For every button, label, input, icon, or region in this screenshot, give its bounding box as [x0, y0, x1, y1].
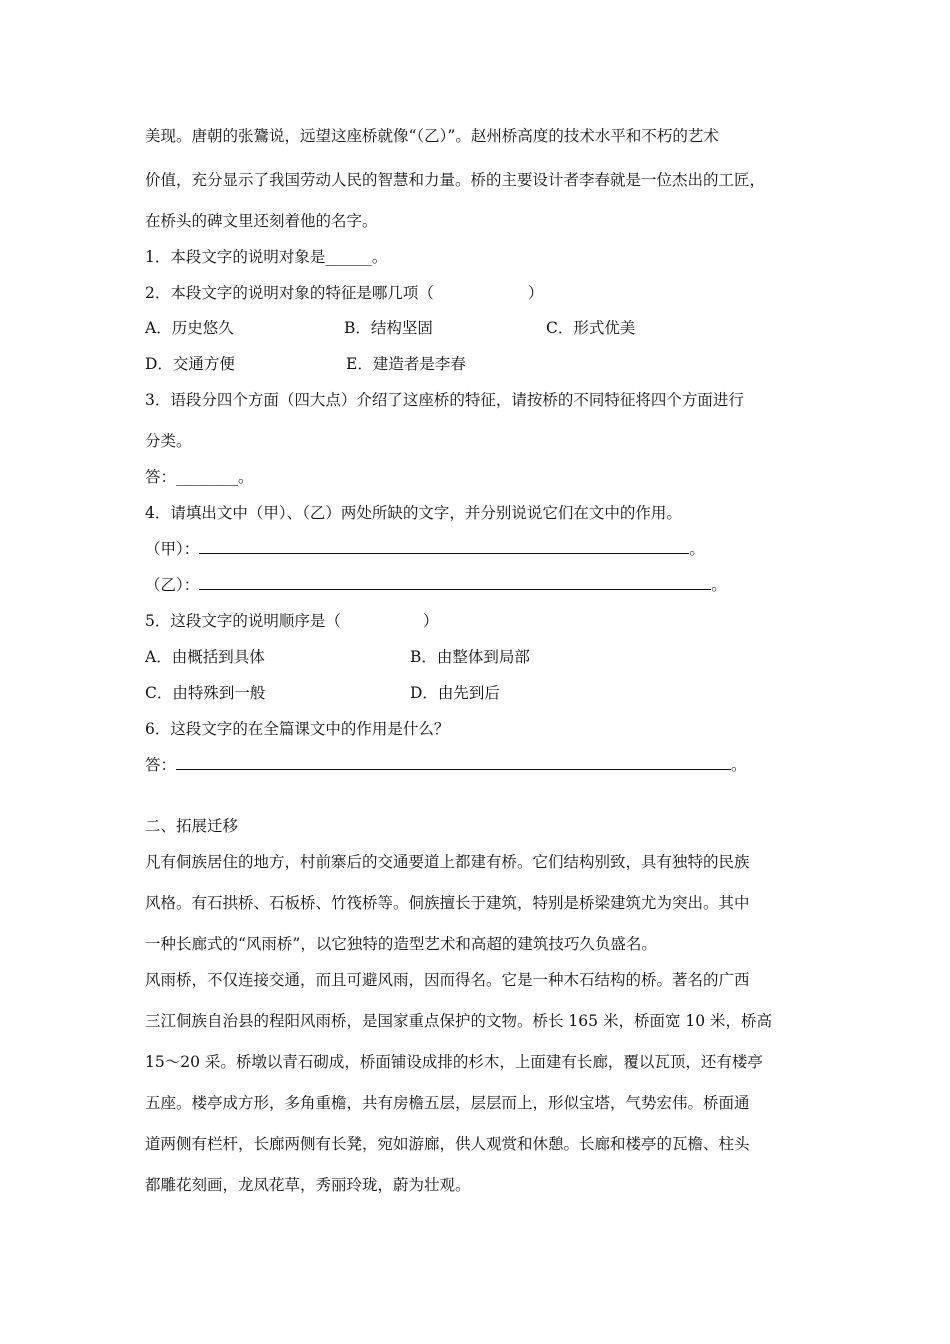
question-5-end: ）: [422, 612, 439, 630]
question-2: [145, 283, 543, 303]
option-a[interactable]: A．历史悠久: [145, 319, 234, 337]
question-3-line-1: 3．语段分四个方面（四大点）介绍了这座桥的特征，请按桥的不同特征将四个方面进行: [145, 391, 744, 409]
question-5: [145, 611, 438, 631]
question-1-blank[interactable]: ______: [325, 248, 372, 266]
option-d[interactable]: D．交通方便: [145, 355, 235, 373]
question-2-text: 2．本段文字的说明对象的特征是哪几项（: [145, 284, 434, 302]
passage1-line-3: 在桥头的碑文里还刻着他的名字。: [145, 212, 378, 230]
question-6: 6．这段文字的在全篇课文中的作用是什么？: [145, 720, 450, 738]
passage2-line-9: 都雕花刻画，龙凤花草，秀丽玲珑，蔚为壮观。: [145, 1176, 471, 1194]
option-a[interactable]: A．由概括到具体: [145, 648, 265, 666]
option-c[interactable]: C．形式优美: [546, 319, 636, 337]
yi-end: 。: [711, 576, 727, 594]
option-d[interactable]: D．由先到后: [410, 684, 500, 702]
passage2-line-8: 道两侧有栏杆，长廊两侧有长凳，宛如游廊，供人观赏和休憩。长廊和楼亭的瓦檐、柱头: [145, 1135, 750, 1153]
section-2-title: 二、拓展迁移: [145, 817, 239, 835]
question-6-blank[interactable]: [176, 755, 731, 770]
passage2-line-3: 一种长廊式的“风雨桥”，以它独特的造型艺术和高超的建筑技巧久负盛名。: [145, 935, 657, 953]
question-3-end: 。: [238, 468, 254, 486]
jia-end: 。: [689, 540, 705, 558]
answer-label: 答：: [145, 756, 177, 774]
question-3-blank[interactable]: ________: [176, 468, 239, 486]
question-1-text: 1．本段文字的说明对象是: [145, 248, 326, 266]
passage1-line-2: 价值，充分显示了我国劳动人民的智慧和力量。桥的主要设计者李春就是一位杰出的工匠，: [145, 171, 766, 189]
question-5-text: 5．这段文字的说明顺序是（: [145, 612, 341, 630]
question-4-jia: [145, 539, 705, 559]
question-3-line-2: 分类。: [145, 432, 192, 450]
option-b[interactable]: B．由整体到局部: [410, 648, 530, 666]
passage2-line-2: 风格。有石拱桥、石板桥、竹筏桥等。侗族擅长于建筑，特别是桥梁建筑尤为突出。其中: [145, 894, 750, 912]
question-1-end: 。: [371, 248, 388, 266]
yi-label: （乙）：: [145, 576, 200, 594]
passage2-line-5: 三江侗族自治县的程阳风雨桥，是国家重点保护的文物。桥长 165 米，桥面宽 10 米，桥高: [145, 1012, 773, 1030]
option-b[interactable]: B．结构坚固: [344, 319, 433, 337]
passage2-line-6: 15～20 采。桥墩以青石砌成，桥面铺设成排的杉木，上面建有长廊，覆以瓦顶，还有楼亭: [145, 1053, 763, 1071]
option-c[interactable]: C．由特殊到一般: [145, 684, 266, 702]
passage2-line-4: 风雨桥，不仅连接交通，而且可避风雨，因而得名。它是一种木石结构的桥。著名的广西: [145, 971, 750, 989]
passage1-line-1: 美现。唐朝的张鷟说，远望这座桥就像“（乙）”。赵州桥高度的技术水平和不朽的艺术: [145, 127, 719, 145]
passage2-line-1: 凡有侗族居住的地方，村前寨后的交通要道上都建有桥。它们结构别致，具有独特的民族: [145, 853, 750, 871]
question-6-answer: [145, 755, 747, 775]
yi-blank[interactable]: [199, 575, 711, 590]
question-3-answer: [145, 467, 254, 487]
question-1: [145, 247, 387, 267]
jia-blank[interactable]: [199, 539, 689, 554]
question-4: 4．请填出文中（甲）、（乙）两处所缺的文字，并分别说说它们在文中的作用。: [145, 504, 682, 522]
option-e[interactable]: E．建造者是李春: [346, 355, 466, 373]
passage2-line-7: 五座。楼亭成方形，多角重檐，共有房檐五层，层层而上，形似宝塔，气势宏伟。桥面通: [145, 1094, 750, 1112]
answer-label: 答：: [145, 468, 177, 486]
jia-label: （甲）：: [145, 540, 200, 558]
question-6-end: 。: [731, 756, 747, 774]
question-2-end: ）: [527, 284, 544, 302]
question-4-yi: [145, 575, 727, 595]
